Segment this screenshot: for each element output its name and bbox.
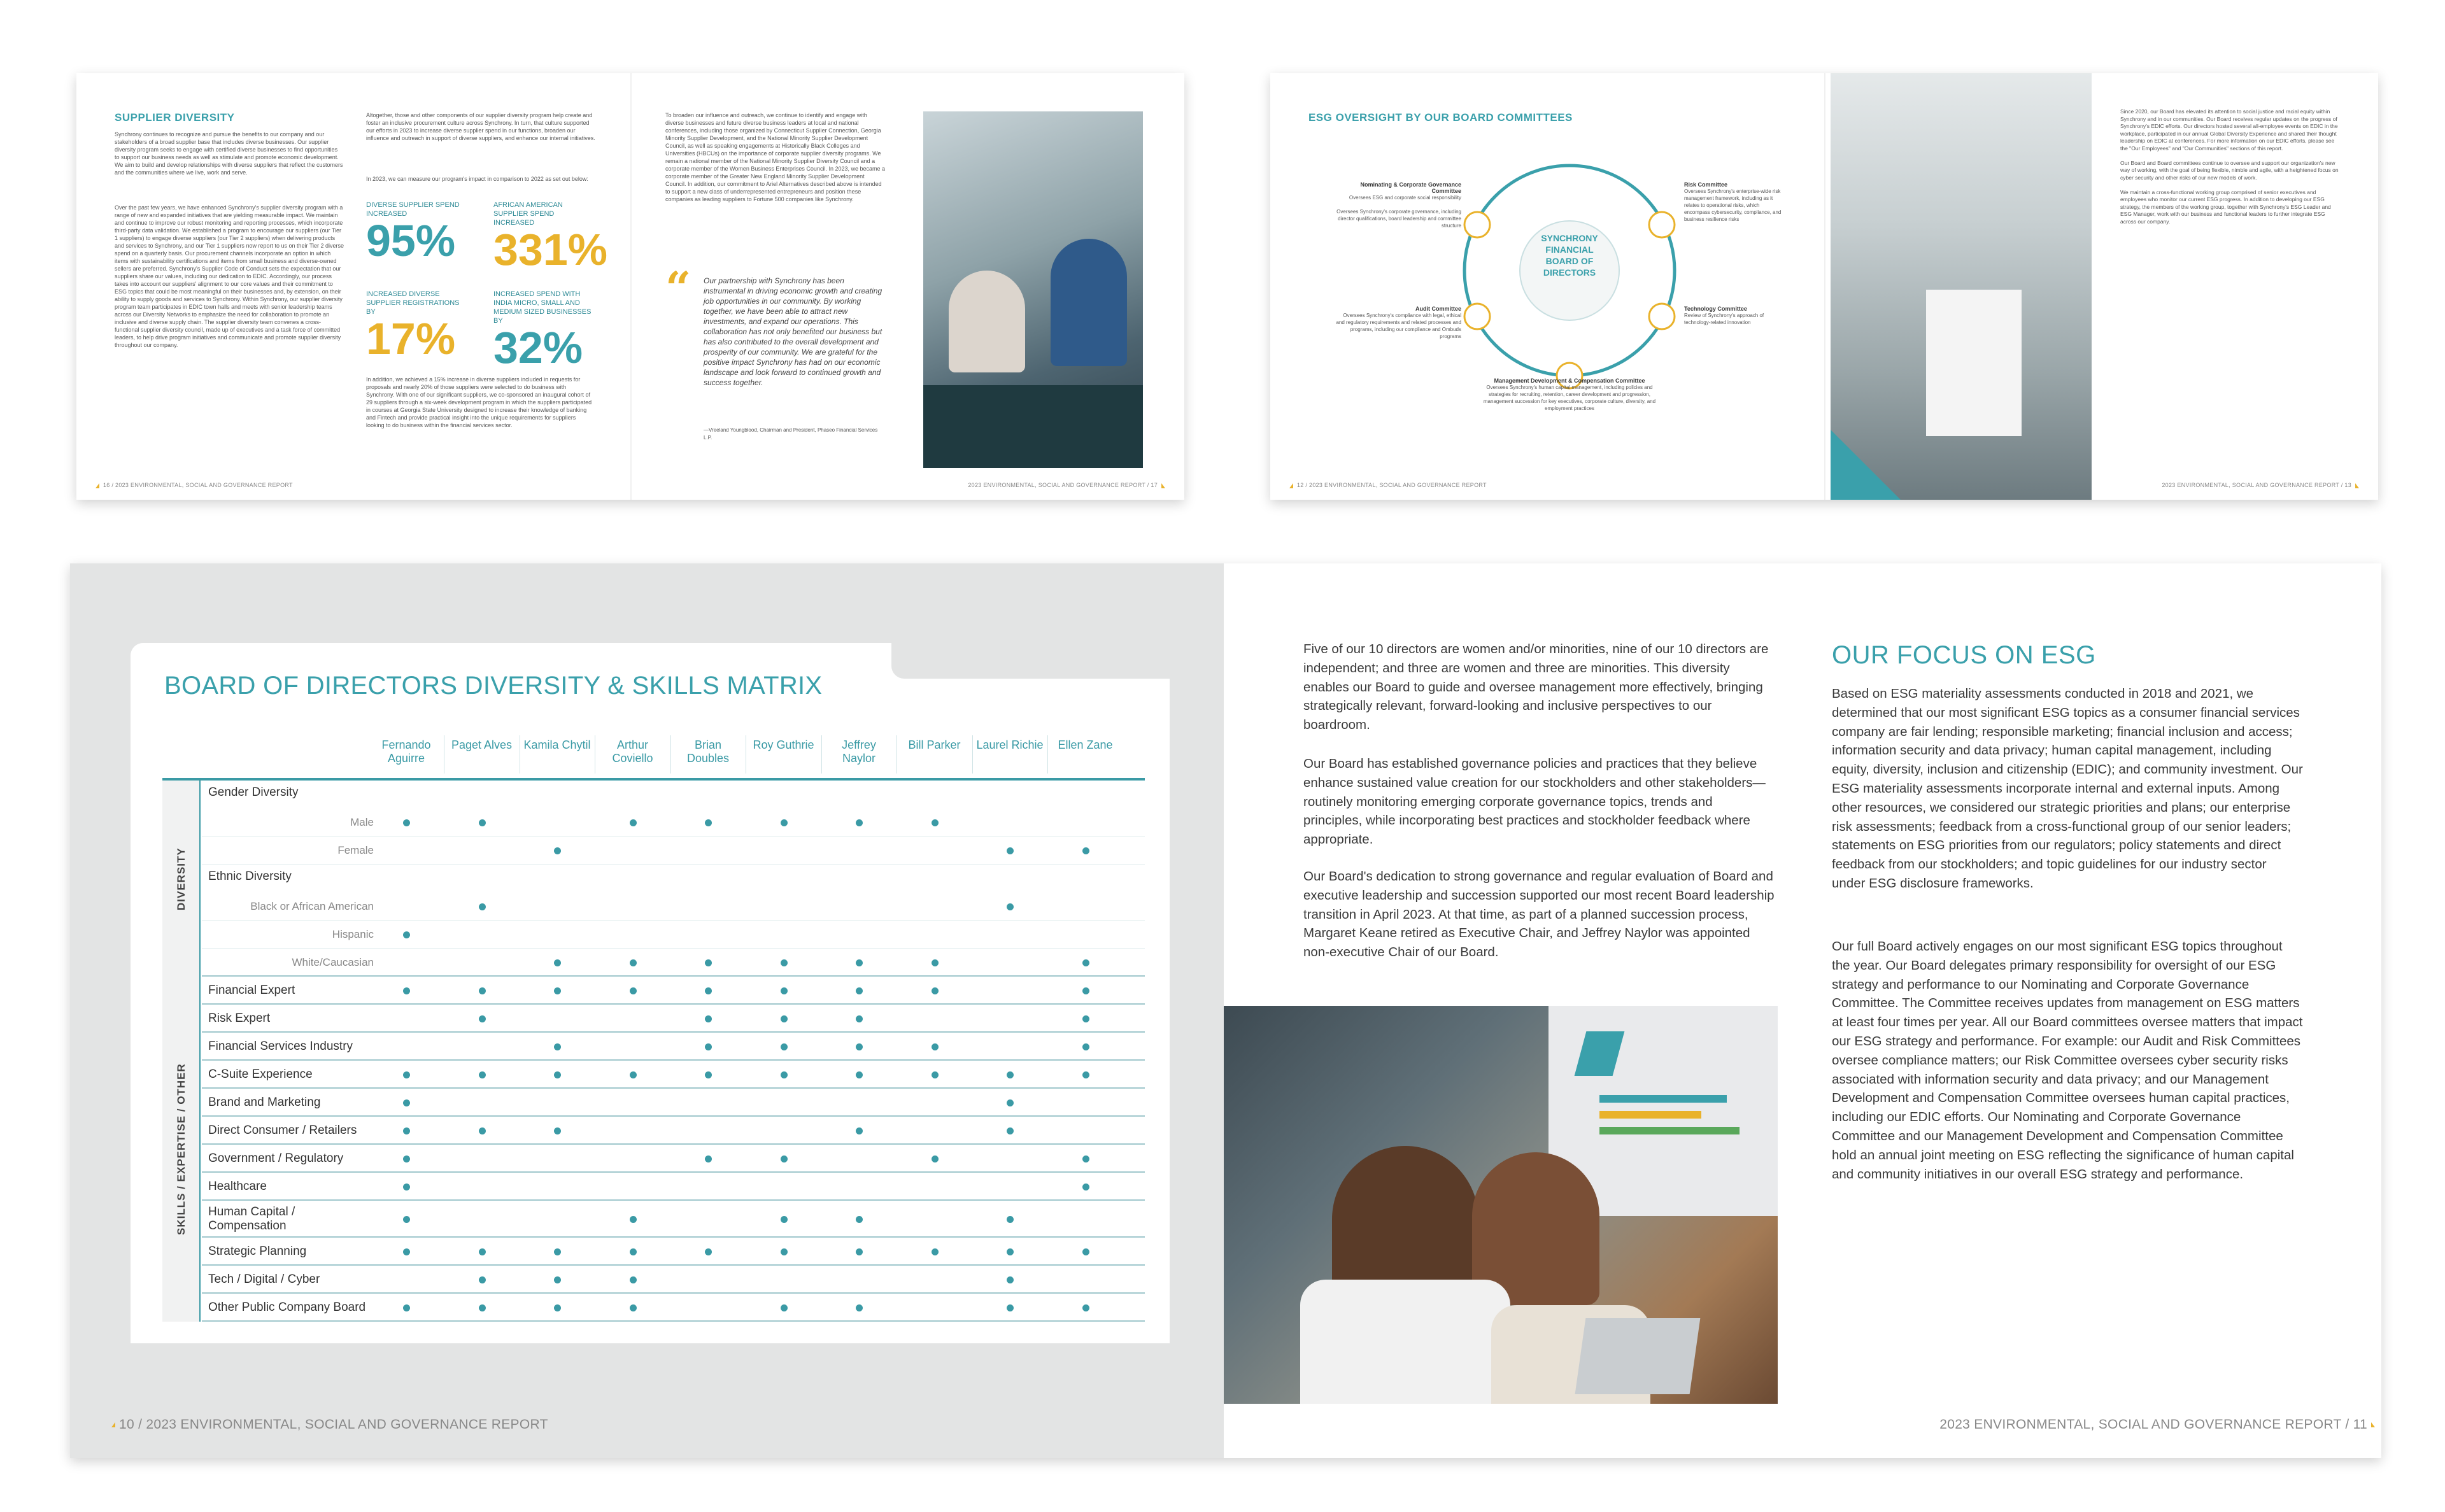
director-header: Roy Guthrie (753, 738, 814, 751)
quote-mark-icon: “ (665, 262, 691, 314)
matrix-dot (403, 987, 410, 994)
matrix-dot (479, 903, 486, 910)
left-page (70, 563, 1224, 1458)
committee-nominating (1334, 181, 1461, 229)
committee-management (1480, 378, 1659, 412)
matrix-dot (630, 1276, 637, 1283)
footer-text: 2023 ENVIRONMENTAL, SOCIAL AND GOVERNANCE REPORT / 17 (968, 482, 1158, 488)
matrix-dot (1007, 1304, 1014, 1311)
row-label: Tech / Digital / Cyber (208, 1273, 320, 1286)
board-para-2: Our Board has established governance policies and practices that they believe enhance sustained value creation for our stockholders and other stakeholders—routinely monitoring emerging corporate governance topics, trends and principles, while incorporating best practices and stockholder feedback where appropriate. (1303, 756, 1766, 847)
col3-para: To broaden our influence and outreach, we continue to identify and engage with diverse businesses and future diverse business leaders at local and national conferences, including those organized by Connecticut Supplier Connection, Georgia Minority Supplier Development, and the National Minority Supplier Development Council, as well as speaking engagements at Historically Black Colleges and Universities (HBCUs) on the importance of corporate supplier diversity programs. We remain a national member of the National Minority Supplier Diversity Council and a corporate member of the Women Business Enterprises Council. In 2023, we became a corporate member of the Greater New England Minority Supplier Development Council. In addition, our commitment to Ariel Alternatives described above is intended to support a new class of underrepresented entrepreneurs and position these companies as leading suppliers to Fortune 500 companies like Synchrony. (665, 112, 886, 202)
matrix-dot (1007, 847, 1014, 854)
stat-label: INCREASED DIVERSE SUPPLIER REGISTRATIONS BY (366, 290, 460, 316)
matrix-dot (705, 1043, 712, 1050)
matrix-dot (479, 987, 486, 994)
matrix-dot (554, 847, 561, 854)
director-header: Bill Parker (908, 738, 961, 751)
matrix-dot (705, 819, 712, 826)
matrix-dot (630, 987, 637, 994)
committee-name: Audit Committee (1415, 306, 1461, 312)
meeting-photo (923, 111, 1143, 468)
stat-card (493, 290, 595, 370)
committee-name: Risk Committee (1684, 181, 1728, 188)
matrix-dot (856, 1043, 863, 1050)
col2-para3: In addition, we achieved a 15% increase in diverse suppliers included in requests for proposals and nearly 20% of those suppliers were selected to do business with Synchrony. With one of our significant suppliers, we co-sponsored an inaugural cohort of 29 suppliers through a six-week development program in which the suppliers participated in courses at Georgia State University designed to increase their knowledge of banking and Fintech and provide practical insight into the unique requirements for suppliers looking to do business within the financial services sector. (366, 376, 592, 428)
group-label: SKILLS / EXPERTISE / OTHER (175, 1063, 187, 1235)
footer-left (111, 1417, 548, 1432)
row-label: Gender Diversity (208, 786, 299, 799)
column-separator (1047, 735, 1048, 774)
matrix-dot (403, 1127, 410, 1134)
committee-desc: Review of Synchrony's approach of technology-related innovation (1684, 313, 1764, 325)
quote-attribution: —Vreeland Youngblood, Chairman and President, Phaseo Financial Services L.P. (704, 427, 878, 441)
matrix-dot (856, 819, 863, 826)
matrix-dot (1082, 987, 1089, 994)
matrix-dot (781, 1304, 788, 1311)
matrix-dot (932, 819, 939, 826)
spread-supplier-diversity (76, 73, 1184, 500)
triangle-icon (2371, 1422, 2375, 1427)
row-label: White/Caucasian (292, 956, 374, 968)
pull-quote: Our partnership with Synchrony has been instrumental in driving economic growth and creating job opportunities in our community. By working together, we have been able to attract new investments, and expand our operations. This collaboration has not only benefited our business but has also contributed to the overall development and prosperity of our community. We are grateful for the positive impact Synchrony has had on our economic landscape and look forward to continued growth and success together. (704, 276, 882, 387)
committee-technology (1684, 306, 1786, 326)
matrix-dot (630, 1216, 637, 1223)
footer-right (2162, 482, 2359, 488)
matrix-dot (781, 1043, 788, 1050)
matrix-dot (856, 1304, 863, 1311)
stat-label: AFRICAN AMERICAN SUPPLIER SPEND INCREASED (493, 201, 563, 227)
committee-risk (1684, 181, 1786, 223)
committee-audit (1334, 306, 1461, 340)
matrix-dot (403, 1183, 410, 1191)
footer-left (96, 482, 293, 488)
matrix-dot (479, 1248, 486, 1255)
matrix-dot (932, 959, 939, 966)
row-label: Hispanic (332, 928, 374, 940)
matrix-dot (705, 1248, 712, 1255)
matrix-dot (479, 1304, 486, 1311)
focus-para-2: Our full Board actively engages on our most significant ESG topics throughout the year. Our Board delegates primary responsibility for oversight of our ESG strategy and performance to our Nominating and Corporate Governance Committee. The Committee receives updates from management on ESG matters at least four times per year. All our Board committees oversee matters that impact our ESG strategy and performance. For example: our Audit and Risk Committees oversee compliance matters; our Risk Committee oversees cyber security risks associated with information security and data privacy; and our Management Development and Compensation Committee oversees human capital practices, including our EDIC efforts. Our Nominating and Corporate Governance Committee and our Management Development and Compensation Committee hold an annual joint meeting on ESG reflecting the significance of human capital and community initiatives in our overall ESG strategy and performance. (1832, 939, 2303, 1182)
matrix-dot (1082, 1304, 1089, 1311)
director-header: Paget Alves (451, 738, 513, 751)
triangle-icon (1161, 483, 1165, 488)
section-title: SUPPLIER DIVERSITY (115, 111, 235, 124)
matrix-dot (932, 1071, 939, 1078)
matrix-dot (856, 987, 863, 994)
matrix-dot (554, 1276, 561, 1283)
column-separator (670, 735, 671, 774)
matrix-dot (705, 1155, 712, 1162)
matrix-dot (932, 1155, 939, 1162)
matrix-dot (403, 1216, 410, 1223)
matrix-dot (403, 1099, 410, 1106)
matrix-table (162, 732, 1145, 1314)
matrix-dot (479, 1127, 486, 1134)
col1-para1: Synchrony continues to recognize and pursue the benefits to our company and our stakeholders of a broad supplier base that includes diverse businesses. Our supplier diversity program seeks to engage with certified diverse businesses to find opportunities to support our business needs as well as stimulate and promote economic development. We aim to build and develop relationships with diverse suppliers that reflect the customers and the communities where we live, work and serve. (115, 131, 343, 176)
row-label: Black or African American (250, 900, 374, 912)
matrix-dot (630, 1304, 637, 1311)
matrix-dot (856, 1248, 863, 1255)
matrix-dot (479, 819, 486, 826)
stat-label: INCREASED SPEND WITH INDIA MICRO, SMALL AND MEDIUM SIZED BUSINESSES BY (493, 290, 592, 325)
matrix-dot (403, 1248, 410, 1255)
matrix-card-tab (131, 643, 952, 675)
row-label: Female (337, 844, 374, 856)
stat-value: 331% (493, 225, 608, 274)
matrix-dot (630, 1071, 637, 1078)
matrix-dot (1082, 1043, 1089, 1050)
stat-label: DIVERSE SUPPLIER SPEND INCREASED (366, 201, 460, 218)
row-label: Brand and Marketing (208, 1096, 321, 1109)
matrix-dot (1082, 959, 1089, 966)
committee-desc: Oversees Synchrony's enterprise-wide risk management framework, including as it relates to operational risks, which encompass cybersecurity, compliance, and business resilience risks (1684, 188, 1782, 222)
board-para-3: Our Board's dedication to strong governance and regular evaluation of Board and executive leadership and succession supported our most recent Board leadership transition in April 2023. At that time, as part of a planned succession process, Margaret Keane retired as Executive Chair, and Jeffrey Naylor was appointed non-executive Chair of our Board. (1303, 869, 1775, 960)
col2-para2: In 2023, we can measure our program's impact in comparison to 2022 as set out below: (366, 176, 588, 182)
matrix-dot (856, 1216, 863, 1223)
matrix-dot (554, 1043, 561, 1050)
stat-card (493, 201, 608, 274)
footer-left (1289, 482, 1487, 488)
committee-desc: Oversees Synchrony's compliance with legal, ethical and regulatory requirements and related processes and programs, including our compliance and Ombuds programs (1336, 313, 1461, 339)
matrix-title: BOARD OF DIRECTORS DIVERSITY & SKILLS MATRIX (164, 672, 823, 700)
board-para-1: Five of our 10 directors are women and/or minorities, nine of our 10 directors are independent; and three are women and three are minorities. This diversity enables our Board to guide and oversee management more effectively, bringing strategically relevant, forward-looking and inclusive perspectives to our boardroom. (1303, 642, 1769, 733)
matrix-card-notch (891, 643, 1170, 679)
footer-text: 12 / 2023 ENVIRONMENTAL, SOCIAL AND GOVERNANCE REPORT (1297, 482, 1487, 488)
matrix-dot (781, 819, 788, 826)
matrix-dot (479, 1276, 486, 1283)
col2-para1: Altogether, those and other components of our supplier diversity program help create and foster an inclusive procurement culture across Synchrony. In turn, that culture supported our efforts in 2023 to increase diverse supplier spend in our functions, broaden our influence and outreach in support of diverse suppliers, and enhance our internal initiatives. (366, 112, 595, 141)
stat-value: 95% (366, 216, 456, 265)
matrix-dot (781, 1216, 788, 1223)
matrix-dot (781, 1155, 788, 1162)
matrix-dot (856, 1127, 863, 1134)
stat-value: 17% (366, 314, 456, 364)
triangle-icon (2355, 483, 2359, 488)
col1-para2: Over the past few years, we have enhanced Synchrony's supplier diversity program with a range of new and expanded initiatives that are yielding measurable impact. We maintain and continue to improve our robust monitoring and reporting processes, which incorporate third-party data validation. We established a program to encourage our suppliers (our Tier 1 suppliers) to engage diverse suppliers (our Tier 2 suppliers) when delivering products and services to Synchrony, and our Tier 1 suppliers now report to us on their Tier 2 diverse spend on a quarterly basis. Our procurement channels incorporate an option in which items with sustainability certifications and items from small business and diverse-owned sellers are preferred. Synchrony's Supplier Code of Conduct sets the expectation that our suppliers share our values, including our dedication to EDIC. Accordingly, our process takes into account our suppliers' alignment to our core values and their commitment to ESG topics that could be most meaningful on their businesses and, by extension, on their ability to supply goods and services to Synchrony. Within Synchrony, our supplier diversity program team participates in EDIC town halls and meets with senior leadership teams across our Diversity Networks to emphasize the need for collaboration to promote an inclusive and diverse supply chain. The supplier diversity team convenes a cross-functional supplier diversity council, made up of executives and a task force of committed leaders, to help drive program initiatives and communicate and promote supplier diversity throughout our company. (115, 204, 344, 348)
stat-card (366, 201, 468, 263)
matrix-dot (1007, 1127, 1014, 1134)
matrix-dot (403, 931, 410, 938)
footer-right (1939, 1417, 2375, 1432)
row-label: Healthcare (208, 1180, 267, 1193)
matrix-dot (554, 959, 561, 966)
focus-title: OUR FOCUS ON ESG (1832, 641, 2096, 669)
matrix-dot (554, 987, 561, 994)
right-text: Since 2020, our Board has elevated its attention to social justice and racial equity within Synchrony and in our communities. Our Board receives regular updates on the progress of Synchrony's EDIC efforts. Our directors hosted several all-employee events on EDIC in the workplace, participated in our annual Global Diversity Experience and shared their thought leadership on EDIC at conferences. For more information on our EDIC efforts, please see the "Our Employees" and "Our Communities" sections of this report. Our Board and Board committees continue to oversee and support our organization's new way of working, with the goal of being flexible, nimble and agile, with a heightened focus on cyber security and other risks of our new models of work. We maintain a cross-functional working group comprised of senior executives and employees who monitor our current ESG progress. In addition to developing our ESG strategy, the members of the working group, together with Synchrony's ESG Leader and ESG Manager, work with our business and functional leaders to further integrate ESG across our company. (2120, 108, 2339, 225)
director-header: Jeffrey Naylor (842, 738, 876, 765)
matrix-dot (630, 819, 637, 826)
triangle-icon (96, 483, 99, 488)
footer-text: 16 / 2023 ENVIRONMENTAL, SOCIAL AND GOVERNANCE REPORT (103, 482, 293, 488)
matrix-dot (1007, 1276, 1014, 1283)
matrix-dot (932, 987, 939, 994)
matrix-dot (1082, 1155, 1089, 1162)
matrix-dot (932, 1248, 939, 1255)
row-label: Strategic Planning (208, 1245, 307, 1258)
row-label: Government / Regulatory (208, 1152, 344, 1165)
matrix-dot (630, 1248, 637, 1255)
matrix-dot (403, 1155, 410, 1162)
section-title: ESG OVERSIGHT BY OUR BOARD COMMITTEES (1308, 111, 1573, 124)
matrix-dot (554, 1248, 561, 1255)
director-header: Kamila Chytil (523, 738, 591, 751)
matrix-dot (1082, 847, 1089, 854)
matrix-dot (1007, 1216, 1014, 1223)
row-label: Male (350, 816, 374, 828)
matrix-dot (781, 1015, 788, 1022)
row-label: Risk Expert (208, 1012, 271, 1025)
row-label: Human Capital / Compensation (208, 1205, 295, 1233)
stat-card (366, 290, 468, 364)
committee-name: Technology Committee (1684, 306, 1747, 312)
matrix-dot (856, 959, 863, 966)
row-label: Financial Expert (208, 984, 295, 997)
triangle-icon (111, 1422, 115, 1427)
director-header: Arthur Coviello (612, 738, 653, 765)
right-page (1224, 563, 2381, 1458)
matrix-dot (705, 1015, 712, 1022)
column-separator (972, 735, 973, 774)
matrix-dot (1082, 1248, 1089, 1255)
matrix-dot (403, 1304, 410, 1311)
matrix-dot (932, 1043, 939, 1050)
row-label: C-Suite Experience (208, 1068, 313, 1081)
footer-right (968, 482, 1165, 488)
row-label: Ethnic Diversity (208, 870, 292, 883)
committee-desc: Oversees Synchrony's human capital management, including policies and strategies for recruiting, retention, career development and progression, management succession for key executives, corporate culture, diversity, and employment practices (1483, 385, 1656, 411)
matrix-dot (1007, 903, 1014, 910)
matrix-dot (1082, 1015, 1089, 1022)
committee-name: Management Development & Compensation Committee (1494, 378, 1645, 384)
matrix-dot (781, 959, 788, 966)
committee-desc: Oversees ESG and corporate social responsibility Oversees Synchrony's corporate governance, including director qualifications, board leadership and committee structure (1336, 195, 1461, 229)
committee-name: Nominating & Corporate Governance Committee (1360, 181, 1461, 194)
spread-board-matrix (70, 563, 2381, 1458)
matrix-dot (630, 959, 637, 966)
column-separator (896, 735, 897, 774)
matrix-dot (554, 1304, 561, 1311)
footer-text: 2023 ENVIRONMENTAL, SOCIAL AND GOVERNANCE REPORT / 13 (2162, 482, 2351, 488)
matrix-dot (781, 987, 788, 994)
stat-value: 32% (493, 323, 583, 372)
spread-esg-oversight (1270, 73, 2378, 500)
matrix-dot (554, 1127, 561, 1134)
matrix-dot (1082, 1183, 1089, 1191)
matrix-dot (1007, 1099, 1014, 1106)
matrix-dot (1082, 1071, 1089, 1078)
matrix-dot (479, 1071, 486, 1078)
matrix-dot (403, 819, 410, 826)
director-header: Brian Doubles (686, 738, 730, 765)
matrix-dot (479, 1015, 486, 1022)
matrix-dot (554, 1071, 561, 1078)
colleagues-photo (1224, 1006, 1778, 1404)
triangle-icon (1289, 483, 1293, 488)
director-header: Fernando Aguirre (381, 738, 431, 765)
group-label: DIVERSITY (175, 847, 187, 910)
row-label: Other Public Company Board (208, 1301, 366, 1314)
matrix-dot (403, 1071, 410, 1078)
focus-para-1: Based on ESG materiality assessments conducted in 2018 and 2021, we determined that our most significant ESG topics as a consumer financial services company are fair lending; responsible marketing; financial inclusion and access; information security and data privacy; human capital management, including equity, diversity, inclusion and citizenship (EDIC); and community investment. Our ESG materiality assessments incorporate internal and external inputs. Among other resources, we considered our strategic priorities and plans; our enterprise risk assessments; feedback from a cross-functional group of our senior leaders; statements on ESG priorities from our regulators; policy statements and direct feedback from our stockholders; and topic guidelines for our industry sector under ESG disclosure frameworks. (1832, 686, 2303, 891)
footer-text: 10 / 2023 ENVIRONMENTAL, SOCIAL AND GOVERNANCE REPORT (119, 1417, 548, 1432)
matrix-dot (705, 1071, 712, 1078)
director-header: Laurel Richie (976, 738, 1044, 751)
matrix-dot (856, 1015, 863, 1022)
matrix-dot (705, 959, 712, 966)
matrix-dot (705, 987, 712, 994)
row-label: Direct Consumer / Retailers (208, 1124, 357, 1137)
row-label: Financial Services Industry (208, 1040, 353, 1053)
matrix-dot (1007, 1071, 1014, 1078)
matrix-dot (856, 1071, 863, 1078)
office-photo (1831, 73, 2092, 500)
footer-text: 2023 ENVIRONMENTAL, SOCIAL AND GOVERNANCE REPORT / 11 (1939, 1417, 2367, 1432)
matrix-dot (781, 1071, 788, 1078)
matrix-dot (1007, 1248, 1014, 1255)
column-separator (821, 735, 822, 774)
matrix-dot (781, 1248, 788, 1255)
director-header: Ellen Zane (1058, 738, 1113, 751)
board-center-label: SYNCHRONY FINANCIAL BOARD OF DIRECTORS (1541, 233, 1598, 278)
